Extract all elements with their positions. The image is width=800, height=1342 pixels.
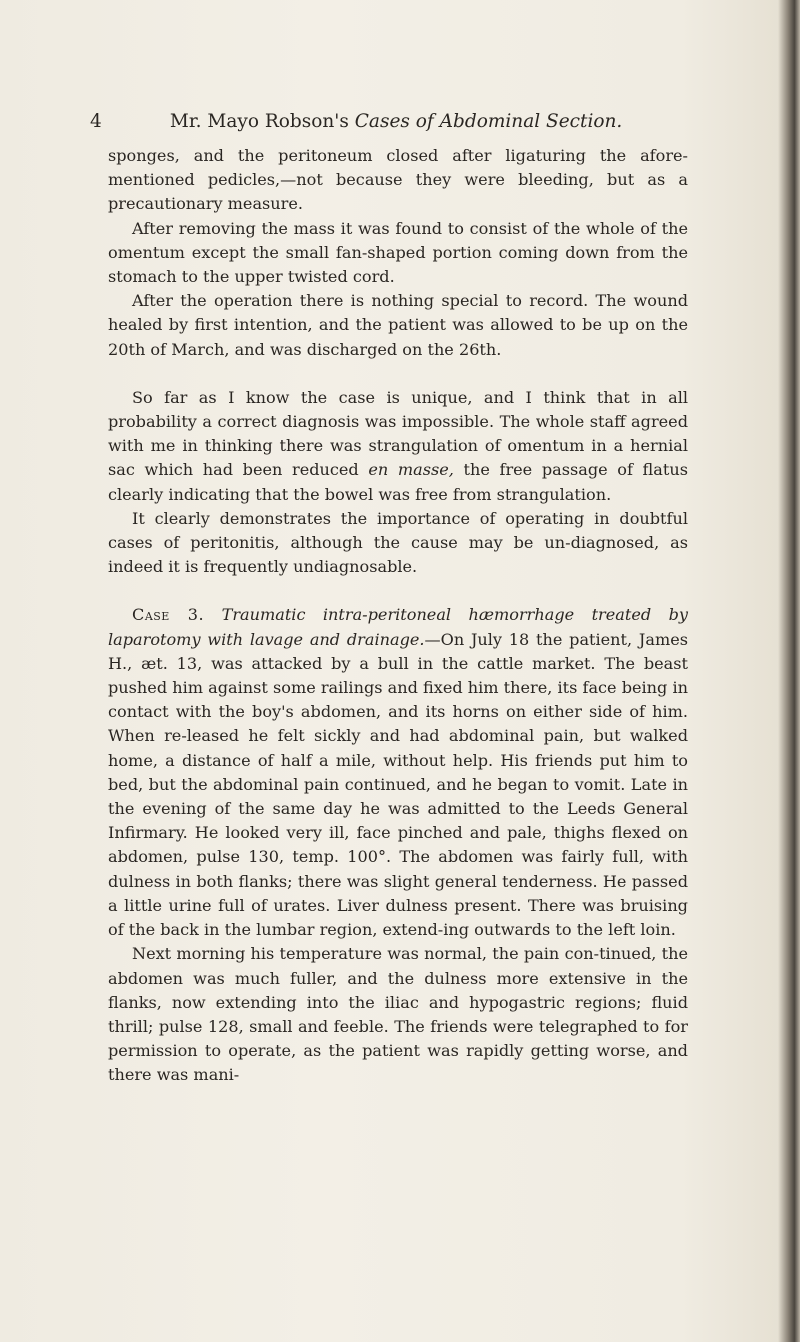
paragraph-5: It clearly demonstrates the importance of operating in doubtful cases of peritonitis, although the cause may be un-diagnosed, as indeed it is frequently undiagnosable.: [108, 508, 688, 577]
paragraph-1: sponges, and the peritoneum closed after ligaturing the afore-mentioned pedicles,—not because they were bleeding, but as a precautionary measure.: [108, 146, 688, 214]
paragraph-4-text-a: So far as I know the case is unique, and I think that in all probability a correct diagnosis was impossible. The whole staff agreed with me in thinking there was strangulation of omentum in a hernial sac which had been reduced: [108, 387, 688, 480]
case-3-paragraph: [108, 603, 688, 942]
header-title: Cases of Abdominal Section.: [354, 111, 623, 132]
page-number: 4: [90, 111, 102, 132]
paragraph-7: Next morning his temperature was normal, the pain con-tinued, the abdomen was much fuller, and the dulness more extensive in the flanks, now extending into the iliac and hypogastric regions; fluid thrill; pulse 128, small and feeble. The friends were telegraphed to for permission to operate, as the patient was rapidly getting worse, and there was mani-: [108, 944, 688, 1085]
case-label: Case 3.: [132, 605, 205, 625]
paragraph-2: After removing the mass it was found to consist of the whole of the omentum except the small fan-shaped portion coming down from the stomach to the upper twisted cord.: [108, 218, 688, 287]
case-title: Traumatic intra-peritoneal hæmorrhage treated by laparotomy with lavage and drainage.: [108, 605, 689, 649]
paragraph-3: After the operation there is nothing special to record. The wound healed by first intention, and the patient was allowed to be up on the 20th of March, and was discharged on the 26th.: [108, 291, 688, 359]
page-edge-shadow: [778, 0, 800, 1342]
paragraph-4-italic: en masse,: [368, 460, 454, 480]
case-3-narrative: —On July 18 the patient, James H., æt. 13, was attacked by a bull in the cattle market. The beast pushed him against some railings and fixed him there, its face being in contact with the boy's abdomen, and its horns on either side of him. When re-leased he felt sickly and had abdominal pain, but walked home, a distance of half a mile, without help. His friends put him to bed, but the abdominal pain continued, and he began to vomit. Late in the evening of the same day he was admitted to the Leeds General Infirmary. He looked very ill, face pinched and pale, thighs flexed on abdomen, pulse 130, temp. 100°. The abdomen was fairly full, with dulness in both flanks; there was slight general tenderness. He passed a little urine full of urates. Liver dulness present. There was bruising of the back in the lumbar region, extend-ing outwards to the left loin.: [108, 629, 688, 940]
body-text: [108, 144, 688, 1088]
paragraph-4: [108, 386, 688, 507]
paragraph-4-text-b: the free passage of flatus clearly indicating that the bowel was free from strangulation.: [108, 460, 688, 504]
running-header: [90, 111, 690, 132]
header-author: Mr. Mayo Robson's: [169, 111, 349, 132]
